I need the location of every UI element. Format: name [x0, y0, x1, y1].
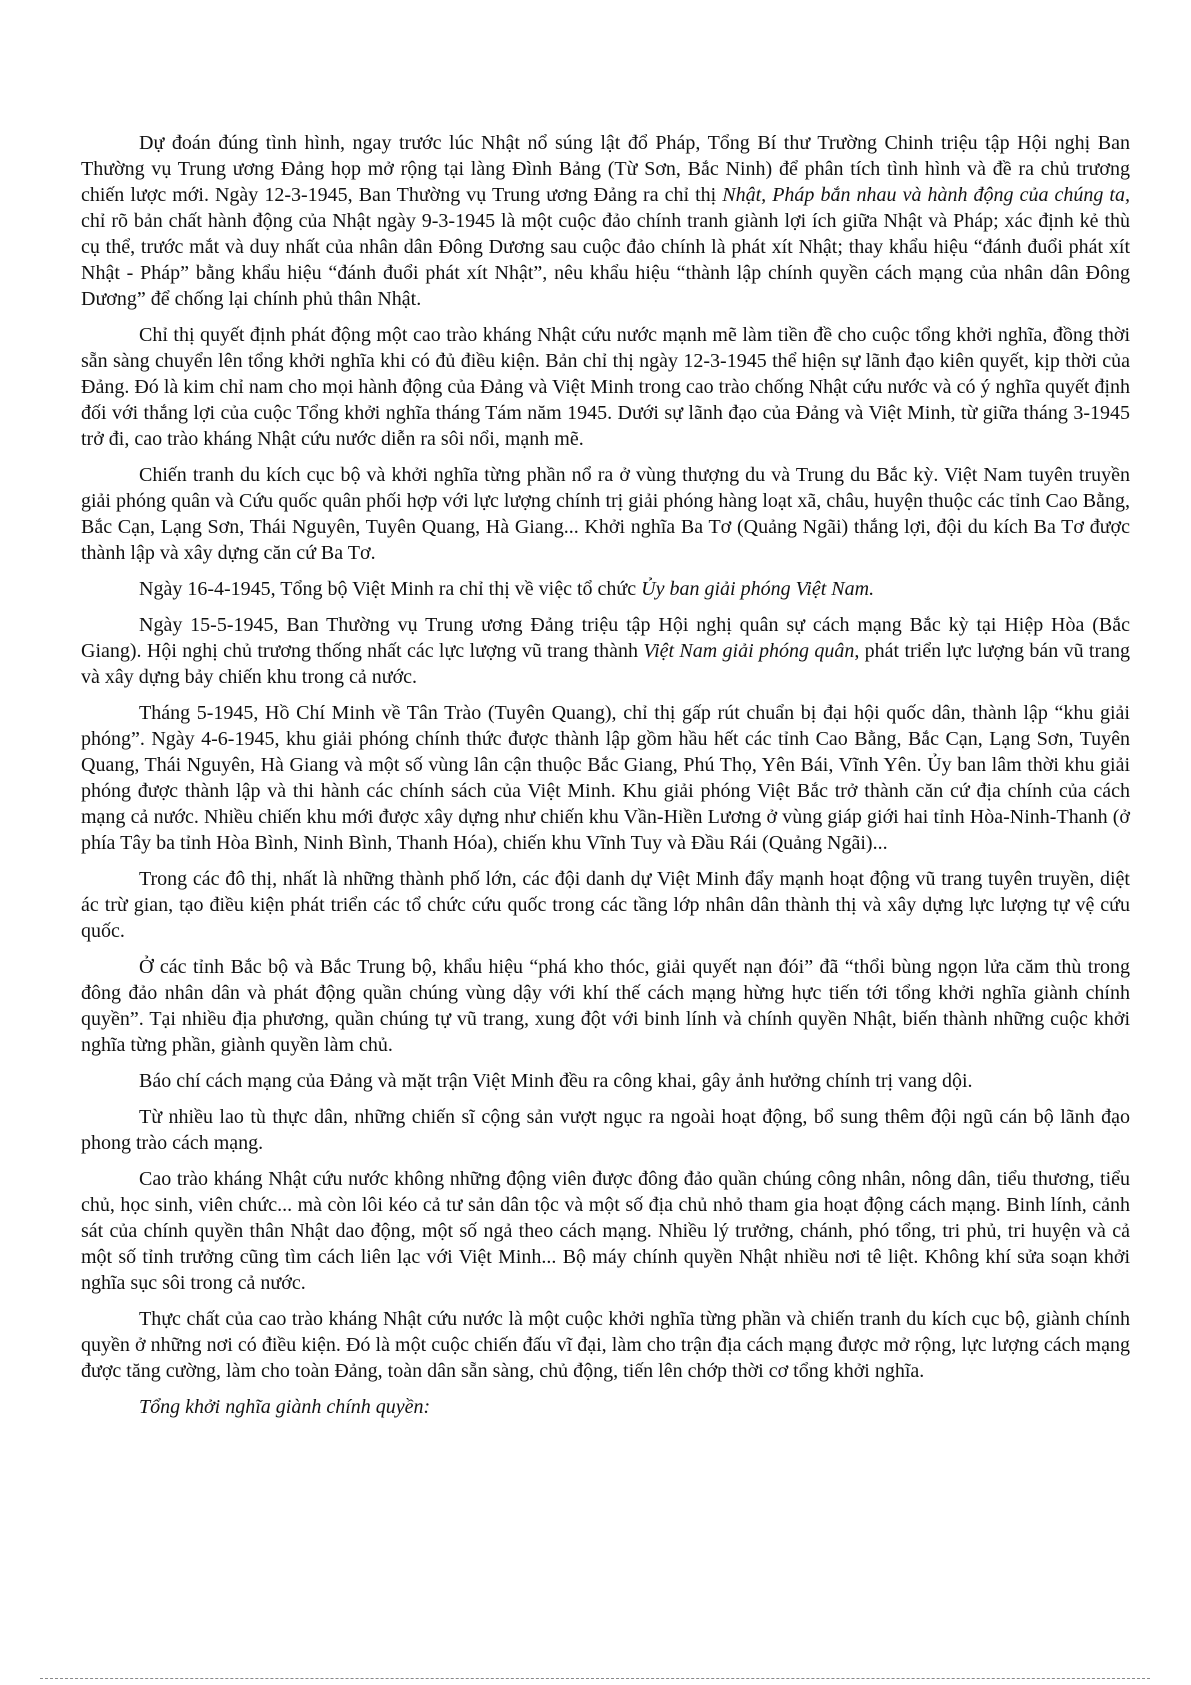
paragraph-text: Tháng 5-1945, Hồ Chí Minh về Tân Trào (Tuyên Quang), chỉ thị gấp rút chuẩn bị đại hội quốc dân, thành lập “khu giải phóng”. Ngày 4-6-1945, khu giải phóng chính thức được thành lập gồm hầu hết các tỉnh Cao Bằng, Bắc Cạn, Lạng Sơn, Tuyên Quang, Thái Nguyên, Hà Giang và một số vùng lân cận thuộc Bắc Giang, Phú Thọ, Yên Bái, Vĩnh Yên. Ủy ban lâm thời khu giải phóng được thành lập và thi hành các chính sách của Việt Minh. Khu giải phóng Việt Bắc trở thành căn cứ địa chính của cách mạng cả nước. Nhiều chiến khu mới được xây dựng như chiến khu Vần-Hiền Lương ở vùng giáp giới hai tỉnh Hòa-Ninh-Thanh (ở phía Tây ba tỉnh Hòa Bình, Ninh Bình, Thanh Hóa), chiến khu Vĩnh Tuy và Đầu Rái (Quảng Ngãi)...	[81, 702, 1130, 854]
paragraph	[81, 1068, 1130, 1094]
paragraph	[81, 1306, 1130, 1384]
paragraph-text: Chiến tranh du kích cục bộ và khởi nghĩa từng phần nổ ra ở vùng thượng du và Trung du Bắc kỳ. Việt Nam tuyên truyền giải phóng quân và Cứu quốc quân phối hợp với lực lượng chính trị giải phóng hàng loạt xã, châu, huyện thuộc các tỉnh Cao Bằng, Bắc Cạn, Lạng Sơn, Thái Nguyên, Tuyên Quang, Hà Giang... Khởi nghĩa Ba Tơ (Quảng Ngãi) thắng lợi, đội du kích Ba Tơ được thành lập và xây dựng căn cứ Ba Tơ.	[81, 464, 1130, 564]
army-name: Việt Nam giải phóng quân	[643, 640, 855, 662]
paragraph-text: Dự đoán đúng tình hình, ngay trước lúc Nhật nổ súng lật đổ Pháp, Tổng Bí thư Trường Chinh triệu tập Hội nghị Ban Thường vụ Trung ương Đảng họp mở rộng tại làng Đình Bảng (Từ Sơn, Bắc Ninh) để phân tích tình hình và đề ra chủ trương chiến lược mới. Ngày 12-3-1945, Ban Thường vụ Trung ương Đảng ra chỉ thị	[81, 132, 1130, 206]
paragraph	[81, 612, 1130, 690]
paragraph-text: Báo chí cách mạng của Đảng và mặt trận Việt Minh đều ra công khai, gây ảnh hưởng chính trị vang dội.	[139, 1070, 973, 1092]
paragraph-text: Ngày 16-4-1945, Tổng bộ Việt Minh ra chỉ thị về việc tổ chức	[139, 578, 642, 600]
paragraph	[81, 130, 1130, 312]
paragraph-text: Cao trào kháng Nhật cứu nước không những động viên được đông đảo quần chúng công nhân, nông dân, tiểu thương, tiểu chủ, học sinh, viên chức... mà còn lôi kéo cả tư sản dân tộc và một số địa chủ nhỏ tham gia hoạt động cách mạng. Binh lính, cảnh sát của chính quyền thân Nhật dao động, một số ngả theo cách mạng. Nhiều lý trưởng, chánh, phó tổng, tri phủ, tri huyện và cả một số tỉnh trưởng cũng tìm cách liên lạc với Việt Minh... Bộ máy chính quyền Nhật nhiều nơi tê liệt. Không khí sửa soạn khởi nghĩa sục sôi trong cả nước.	[81, 1168, 1130, 1294]
paragraph-text: Thực chất của cao trào kháng Nhật cứu nước là một cuộc khởi nghĩa từng phần và chiến tranh du kích cục bộ, giành chính quyền ở những nơi có điều kiện. Đó là một cuộc chiến đấu vĩ đại, làm cho trận địa cách mạng được mở rộng, lực lượng cách mạng được tăng cường, làm cho toàn Đảng, toàn dân sẵn sàng, chủ động, tiến lên chớp thời cơ tổng khởi nghĩa.	[81, 1308, 1130, 1382]
paragraph-text: Chỉ thị quyết định phát động một cao trào kháng Nhật cứu nước mạnh mẽ làm tiền đề cho cuộc tổng khởi nghĩa, đồng thời sẵn sàng chuyển lên tổng khởi nghĩa khi có đủ điều kiện. Bản chỉ thị ngày 12-3-1945 thể hiện sự lãnh đạo kiên quyết, kịp thời của Đảng. Đó là kim chỉ nam cho mọi hành động của Đảng và Việt Minh trong cao trào chống Nhật cứu nước và có ý nghĩa quyết định đối với thắng lợi của cuộc Tổng khởi nghĩa tháng Tám năm 1945. Dưới sự lãnh đạo của Đảng và Việt Minh, từ giữa tháng 3-1945 trở đi, cao trào kháng Nhật cứu nước diễn ra sôi nổi, mạnh mẽ.	[81, 324, 1130, 450]
directive-title: Nhật, Pháp bắn nhau và hành động của chúng ta,	[722, 184, 1130, 206]
paragraph-text: , phát triển lực lượng bán vũ trang và xây dựng bảy chiến khu trong cả nước.	[81, 640, 1130, 688]
paragraph	[81, 954, 1130, 1058]
footer-rule	[40, 1678, 1150, 1679]
section-heading	[81, 1394, 1130, 1420]
paragraph	[81, 462, 1130, 566]
paragraph	[81, 700, 1130, 856]
paragraph-text: Trong các đô thị, nhất là những thành phố lớn, các đội danh dự Việt Minh đẩy mạnh hoạt động vũ trang tuyên truyền, diệt ác trừ gian, tạo điều kiện phát triển các tổ chức cứu quốc trong các tầng lớp nhân dân thành thị và xây dựng lực lượng tự vệ cứu quốc.	[81, 868, 1130, 942]
section-heading-text: Tổng khởi nghĩa giành chính quyền:	[139, 1396, 431, 1418]
paragraph	[81, 866, 1130, 944]
paragraph-text: Từ nhiều lao tù thực dân, những chiến sĩ cộng sản vượt ngục ra ngoài hoạt động, bổ sung thêm đội ngũ cán bộ lãnh đạo phong trào cách mạng.	[81, 1106, 1130, 1154]
paragraph	[81, 322, 1130, 452]
paragraph-text: chỉ rõ bản chất hành động của Nhật ngày 9-3-1945 là một cuộc đảo chính tranh giành lợi ích giữa Nhật và Pháp; xác định kẻ thù cụ thể, trước mắt và duy nhất của nhân dân Đông Dương sau cuộc đảo chính là phát xít Nhật; thay khẩu hiệu “đánh đuổi phát xít Nhật - Pháp” bằng khẩu hiệu “đánh đuổi phát xít Nhật”, nêu khẩu hiệu “thành lập chính quyền cách mạng của nhân dân Đông Dương” để chống lại chính phủ thân Nhật.	[81, 210, 1130, 310]
paragraph	[81, 576, 1130, 602]
document-page	[81, 130, 1130, 1430]
committee-name: Ủy ban giải phóng Việt Nam.	[641, 578, 875, 600]
paragraph-text: Ngày 15-5-1945, Ban Thường vụ Trung ương Đảng triệu tập Hội nghị quân sự cách mạng Bắc kỳ tại Hiệp Hòa (Bắc Giang). Hội nghị chủ trương thống nhất các lực lượng vũ trang thành	[81, 614, 1130, 662]
paragraph	[81, 1166, 1130, 1296]
paragraph	[81, 1104, 1130, 1156]
paragraph-text: Ở các tỉnh Bắc bộ và Bắc Trung bộ, khẩu hiệu “phá kho thóc, giải quyết nạn đói” đã “thổi bùng ngọn lửa căm thù trong đông đảo nhân dân và phát động quần chúng vùng dậy với khí thế cách mạng hừng hực tiến tới tổng khởi nghĩa giành chính quyền”. Tại nhiều địa phương, quần chúng tự vũ trang, xung đột với binh lính và chính quyền Nhật, biến thành những cuộc khởi nghĩa từng phần, giành quyền làm chủ.	[81, 956, 1130, 1056]
